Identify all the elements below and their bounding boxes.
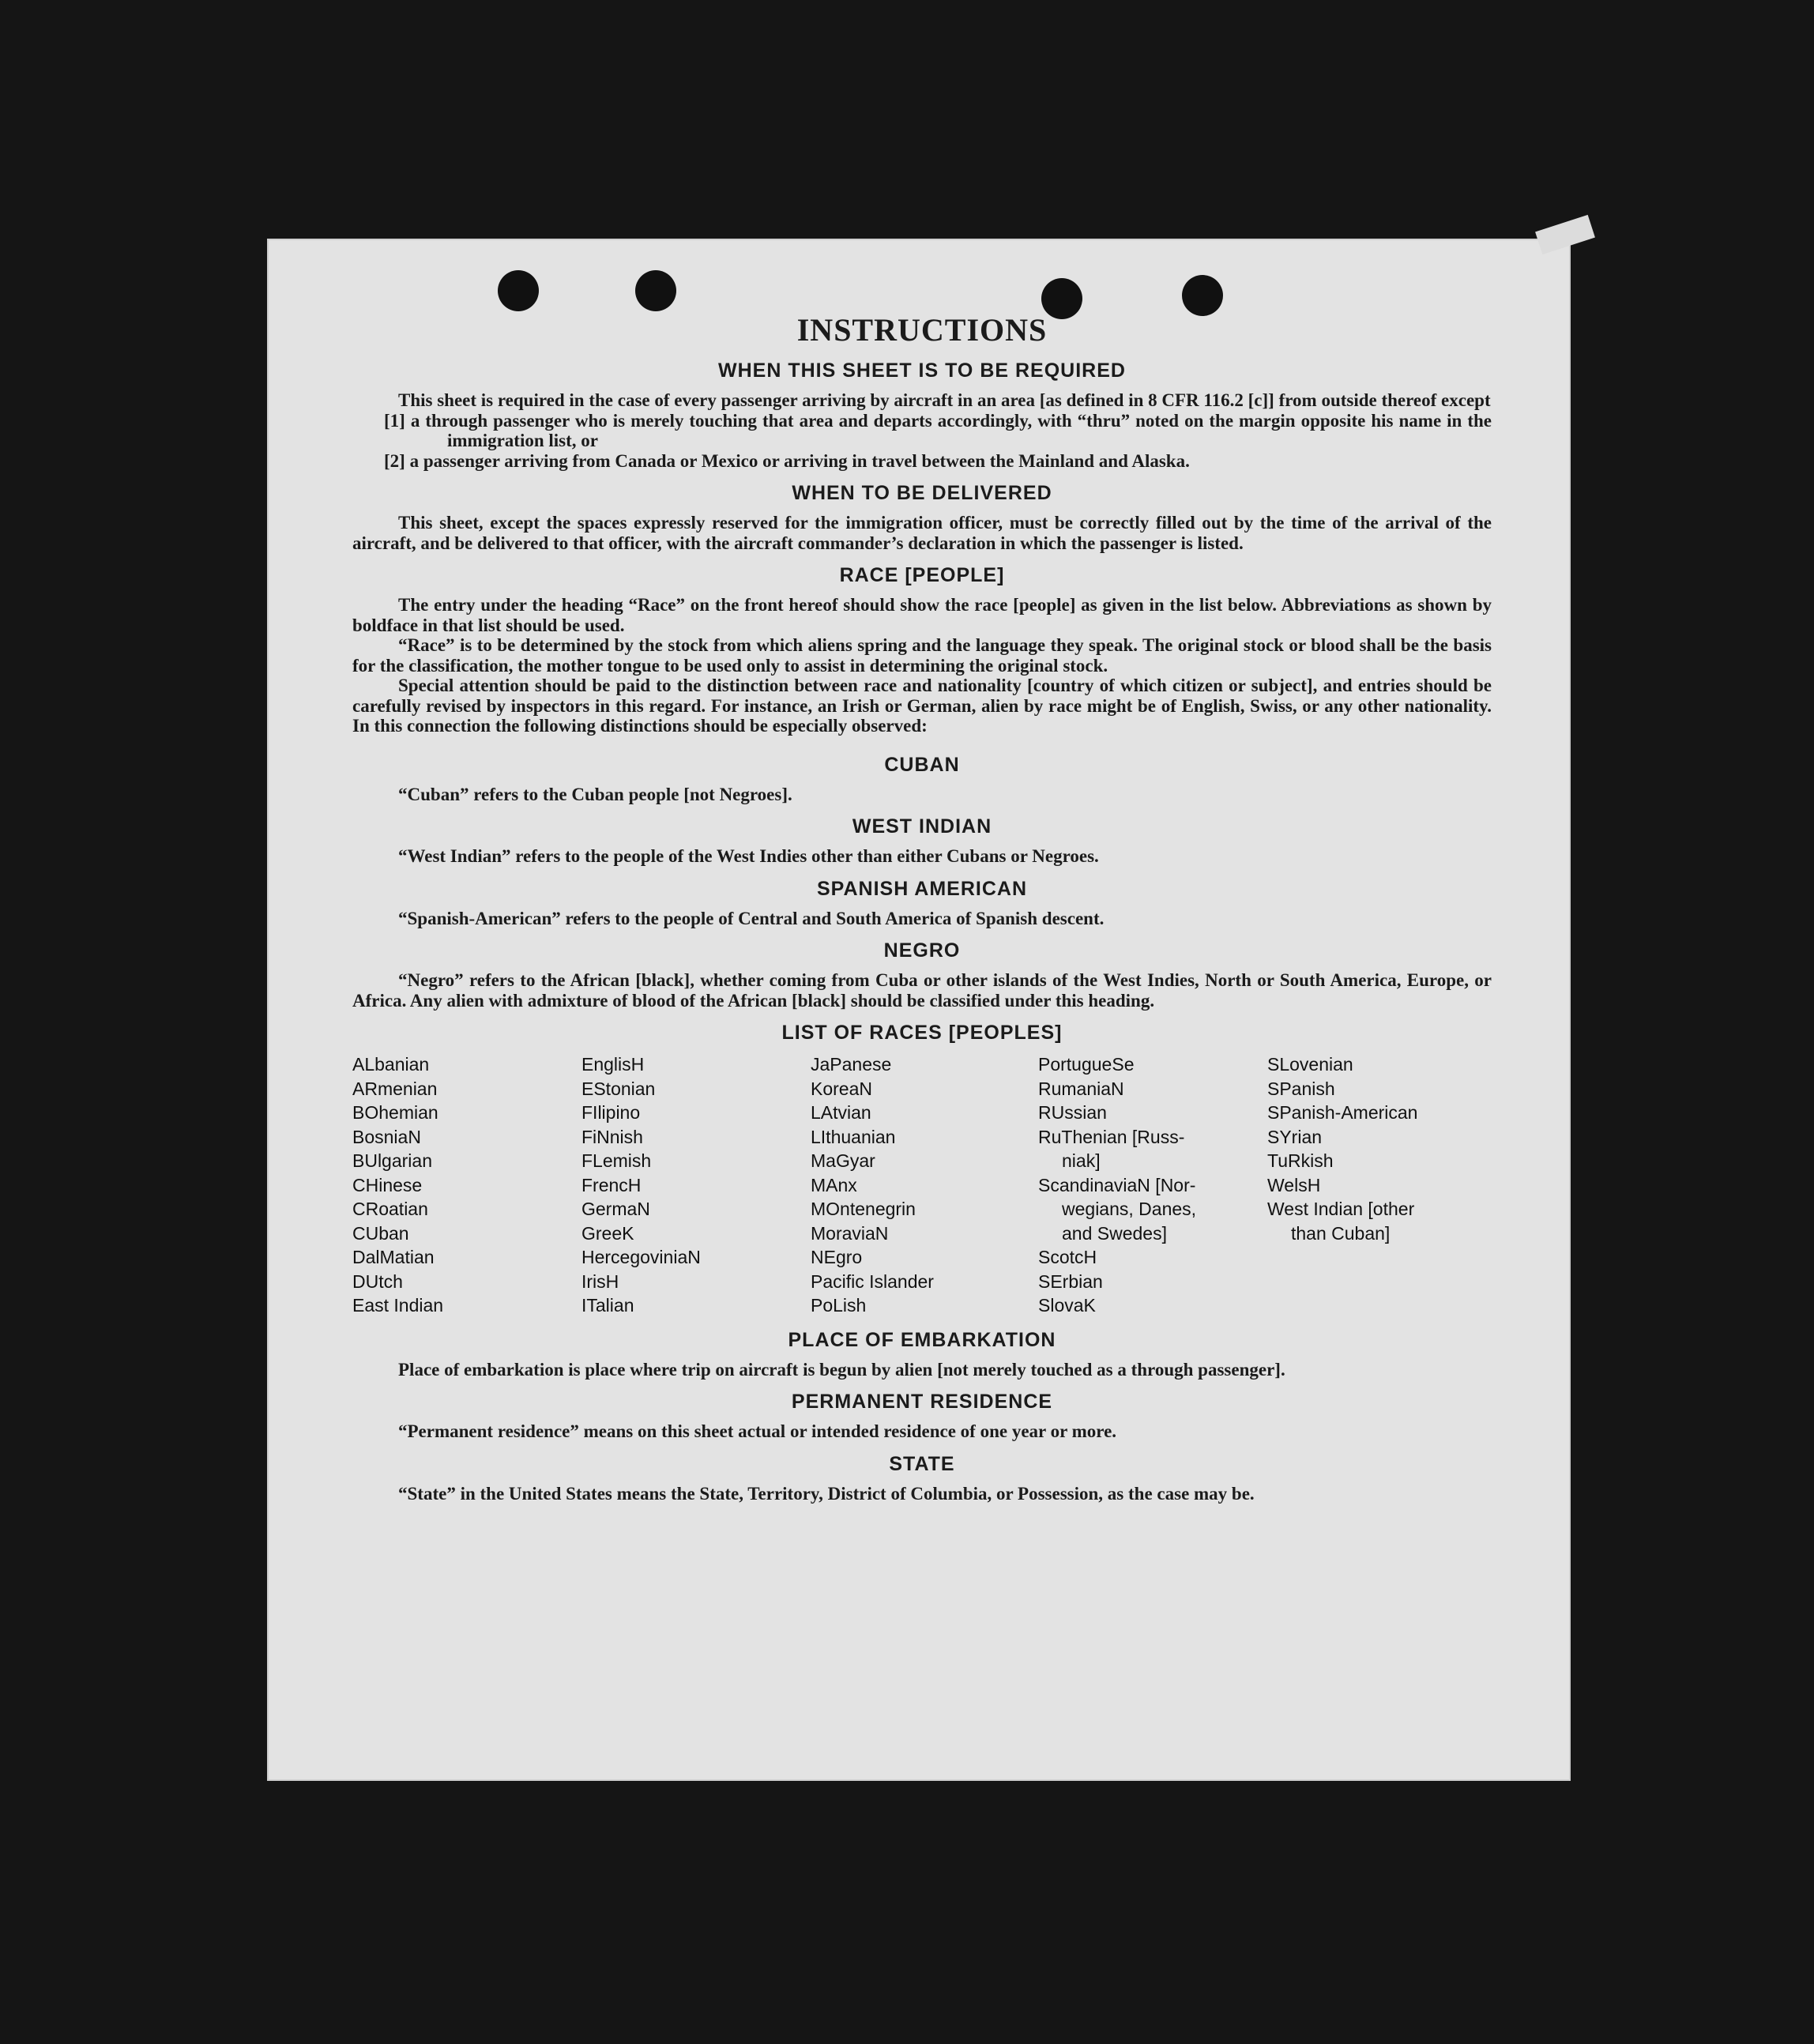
race-item: BosniaN (352, 1126, 421, 1147)
heading-residence: PERMANENT RESIDENCE (791, 1391, 1053, 1413)
race-item: RUssian (1038, 1102, 1107, 1123)
race-item: NEgro (811, 1247, 863, 1267)
race-item: PortugueSe (1038, 1054, 1135, 1075)
race-item: FLemish (581, 1150, 652, 1171)
race-item: SPanish (1267, 1078, 1335, 1099)
races-column-5 (1267, 1052, 1496, 1318)
races-column-1 (352, 1052, 581, 1318)
race-item: LIthuanian (811, 1126, 896, 1147)
document-sheet (267, 239, 1571, 1781)
required-item-1: [1] a through passenger who is merely touching that area and departs accordingly, with “thru” noted on the margin opposite his name in the immigration list, or (384, 410, 1492, 450)
state-text: “State” in the United States means the State, Territory, District of Columbia, or Possession, as the case may be. (398, 1483, 1255, 1504)
required-item-2: [2] a passenger arriving from Canada or Mexico or arriving in travel between the Mainland and Alaska. (384, 450, 1190, 471)
race-item: KoreaN (811, 1078, 872, 1099)
negro-text: “Negro” refers to the African [black], whether coming from Cuba or other islands of the West Indies, North or South America, Europe, or Africa. Any alien with admixture of blood of the African [black] should be classified under this heading. (352, 970, 1492, 1011)
spanish-american-text: “Spanish-American” refers to the people of Central and South America of Spanish descent. (398, 908, 1105, 928)
race-item: DUtch (352, 1270, 403, 1292)
race-item: GermaN (581, 1199, 650, 1219)
delivered-text: This sheet, except the spaces expressly reserved for the immigration officer, must be correctly filled out by the time of the arrival of the aircraft, and be delivered to that officer, with the aircraft commander’s declaration in which the passenger is listed. (352, 513, 1492, 553)
race-item: ARmenian (352, 1078, 438, 1099)
race-item: EnglisH (581, 1054, 645, 1075)
heading-spanish-american: SPANISH AMERICAN (816, 877, 1027, 900)
race-item: wegians, Danes, (1062, 1199, 1197, 1219)
race-item: WelsH (1267, 1174, 1321, 1195)
race-item: FiNnish (581, 1126, 643, 1147)
race-item: CUban (352, 1222, 409, 1244)
race-item: ALbanian (352, 1054, 430, 1075)
race-item: ScotcH (1038, 1247, 1097, 1267)
heading-delivered: WHEN TO BE DELIVERED (792, 482, 1052, 504)
instructions-content (352, 311, 1492, 1504)
race-item: SPanish-American (1267, 1102, 1418, 1123)
race-item: IrisH (581, 1270, 619, 1292)
race-item: ScandinaviaN [Nor- (1038, 1174, 1196, 1195)
race-item: BOhemian (352, 1102, 438, 1123)
race-item: FrencH (581, 1174, 642, 1195)
races-column-2 (581, 1052, 811, 1318)
residence-text: “Permanent residence” means on this sheet actual or intended residence of one year or more. (398, 1421, 1117, 1441)
cuban-text: “Cuban” refers to the Cuban people [not Negroes]. (398, 784, 792, 804)
race-paragraph-2: “Race” is to be determined by the stock from which aliens spring and the language they speak. The original stock or blood shall be the basis for the classification, the mother tongue to be used only to assist in determining the original stock. (352, 635, 1492, 676)
heading-west-indian: WEST INDIAN (852, 815, 992, 838)
race-item: DalMatian (352, 1247, 435, 1267)
race-item: East Indian (352, 1295, 444, 1316)
race-item: CHinese (352, 1174, 423, 1195)
race-item: RuThenian [Russ- (1038, 1126, 1185, 1147)
heading-negro: NEGRO (883, 939, 961, 962)
race-item: RumaniaN (1038, 1078, 1124, 1099)
race-item: PoLish (811, 1295, 867, 1316)
heading-cuban: CUBAN (884, 753, 960, 776)
race-item: and Swedes] (1062, 1222, 1167, 1244)
heading-required: WHEN THIS SHEET IS TO BE REQUIRED (718, 359, 1126, 382)
race-item: SLovenian (1267, 1054, 1353, 1075)
race-item: MAnx (811, 1174, 857, 1195)
race-item: BUlgarian (352, 1150, 432, 1171)
race-item: ITalian (581, 1295, 634, 1316)
race-item: GreeK (581, 1222, 634, 1244)
torn-corner (1535, 215, 1595, 254)
race-item: West Indian [other (1267, 1199, 1415, 1219)
race-item: Pacific Islander (811, 1270, 934, 1292)
punch-hole-1 (498, 270, 539, 311)
races-list (352, 1052, 1492, 1318)
heading-list-of-races: LIST OF RACES [PEOPLES] (781, 1022, 1063, 1044)
race-item: JaPanese (811, 1054, 892, 1075)
race-item: CRoatian (352, 1199, 428, 1219)
embarkation-text: Place of embarkation is place where trip on aircraft is begun by alien [not merely touched as a through passenger]. (398, 1359, 1285, 1380)
race-item: SErbian (1038, 1270, 1103, 1292)
heading-race: RACE [PEOPLE] (839, 564, 1005, 586)
heading-embarkation: PLACE OF EMBARKATION (788, 1328, 1056, 1351)
race-item: MOntenegrin (811, 1199, 916, 1219)
race-item: niak] (1062, 1150, 1101, 1171)
races-column-4 (1038, 1052, 1267, 1318)
race-item: TuRkish (1267, 1150, 1334, 1171)
races-column-3 (811, 1052, 1038, 1318)
race-item: EStonian (581, 1078, 656, 1099)
race-paragraph-1: The entry under the heading “Race” on the front hereof should show the race [people] as given in the list below. Abbreviations as shown by boldface in that list should be used. (352, 595, 1492, 635)
west-indian-text: “West Indian” refers to the people of the West Indies other than either Cubans or Negroes. (398, 846, 1099, 866)
race-paragraph-3: Special attention should be paid to the distinction between race and nationality [country of which citizen or subject], and entries should be carefully revised by inspectors in this regard. For instance, an Irish or German, alien by race might be of English, Swiss, or any other nationality. In this connection the following distinctions should be especially observed: (352, 676, 1492, 736)
required-intro: This sheet is required in the case of every passenger arriving by aircraft in an area [as defined in 8 CFR 116.2 [c]] from outside thereof except (398, 390, 1491, 410)
punch-hole-2 (635, 270, 676, 311)
heading-state: STATE (889, 1452, 955, 1475)
race-item: SlovaK (1038, 1295, 1096, 1316)
race-item: FIlipino (581, 1102, 641, 1123)
punch-hole-4 (1182, 275, 1223, 316)
race-item: SYrian (1267, 1126, 1323, 1147)
race-item: MoraviaN (811, 1222, 889, 1244)
race-item: HercegoviniaN (581, 1247, 701, 1267)
page-title: INSTRUCTIONS (796, 312, 1048, 348)
race-item: MaGyar (811, 1150, 875, 1171)
race-item: LAtvian (811, 1102, 871, 1123)
race-item: than Cuban] (1291, 1222, 1391, 1244)
